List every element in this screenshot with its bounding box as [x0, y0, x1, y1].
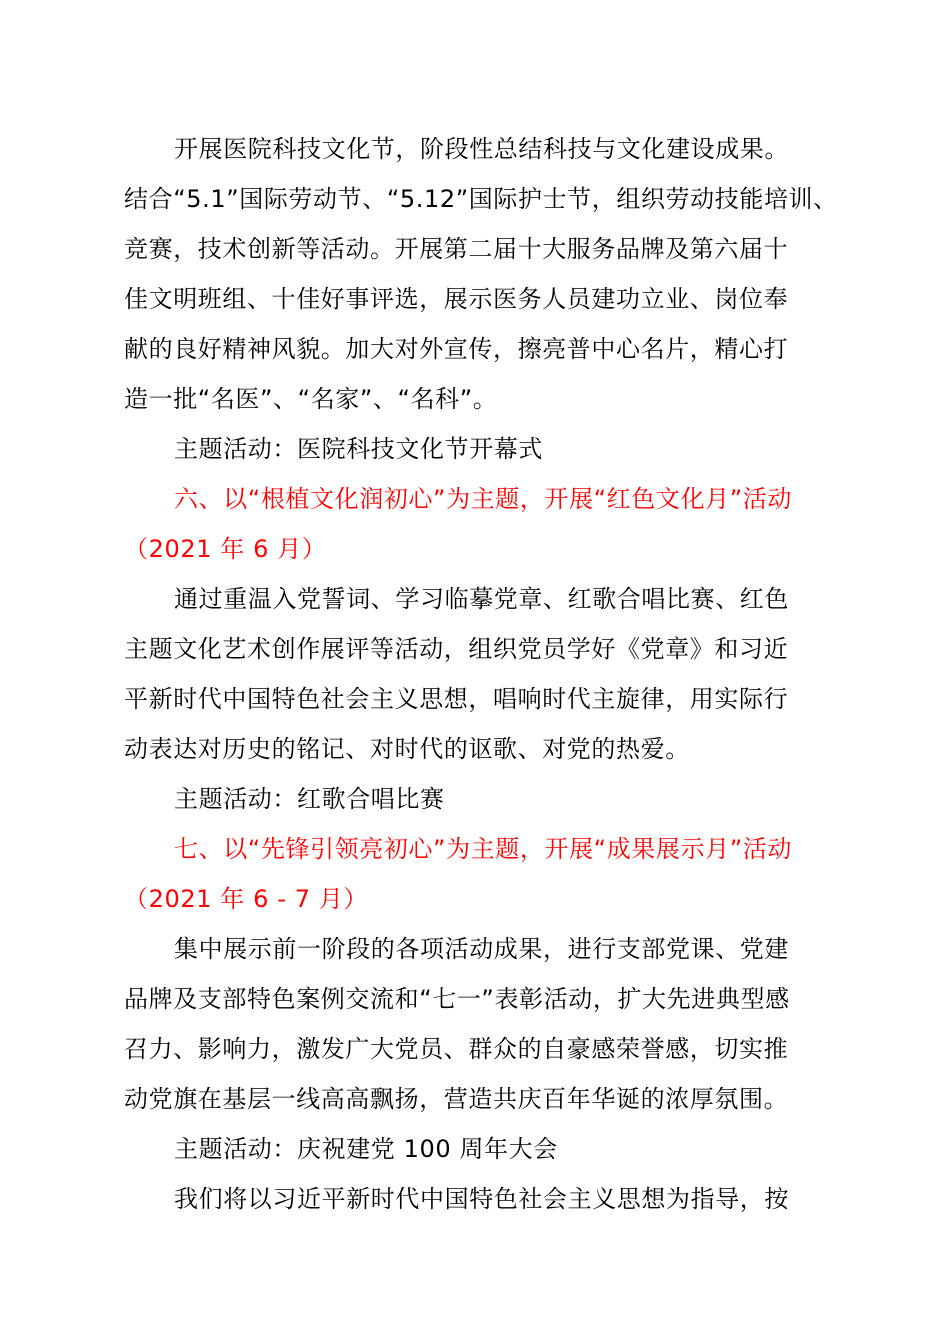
section-5-paragraph-line-6: 造一批“名医”、“名家”、“名科”。: [124, 385, 498, 413]
section-6-paragraph-line-4: 动表达对历史的铭记、对时代的讴歌、对党的热爱。: [124, 735, 690, 763]
section-5-paragraph-line-4: 佳文明班组、十佳好事评选，展示医务人员建功立业、岗位奉: [124, 285, 789, 313]
section-7-paragraph-line-3: 召力、影响力，激发广大党员、群众的自豪感荣誉感，切实推: [124, 1035, 789, 1063]
section-6-theme-activity: 主题活动：红歌合唱比赛: [174, 785, 445, 813]
section-7-paragraph-line-2: 品牌及支部特色案例交流和“七一”表彰活动，扩大先进典型感: [124, 985, 790, 1013]
section-5-paragraph-line-3: 竞赛，技术创新等活动。开展第二届十大服务品牌及第六届十: [124, 235, 789, 263]
section-7-heading: 七、以“先锋引领亮初心”为主题，开展“成果展示月”活动: [174, 835, 792, 863]
closing-paragraph-line-1: 我们将以习近平新时代中国特色社会主义思想为指导，按: [174, 1185, 789, 1213]
section-6-paragraph-line-1: 通过重温入党誓词、学习临摹党章、红歌合唱比赛、红色: [174, 585, 789, 613]
section-7-theme-activity: 主题活动：庆祝建党 100 周年大会: [174, 1135, 558, 1163]
section-6-paragraph-line-3: 平新时代中国特色社会主义思想，唱响时代主旋律，用实际行: [124, 685, 789, 713]
section-7-heading-date: （2021 年 6 - 7 月）: [124, 885, 369, 913]
section-5-paragraph-line-2: 结合“5.1”国际劳动节、“5.12”国际护士节，组织劳动技能培训、: [124, 185, 838, 213]
section-5-theme-activity: 主题活动：医院科技文化节开幕式: [174, 435, 543, 463]
section-6-heading: 六、以“根植文化润初心”为主题，开展“红色文化月”活动: [174, 485, 792, 513]
section-5-paragraph-line-5: 献的良好精神风貌。加大对外宣传，擦亮普中心名片，精心打: [124, 335, 789, 363]
section-7-paragraph-line-1: 集中展示前一阶段的各项活动成果，进行支部党课、党建: [174, 935, 789, 963]
section-6-paragraph-line-2: 主题文化艺术创作展评等活动，组织党员学好《党章》和习近: [124, 635, 789, 663]
section-7-paragraph-line-4: 动党旗在基层一线高高飘扬，营造共庆百年华诞的浓厚氛围。: [124, 1085, 789, 1113]
section-5-paragraph-line-1: 开展医院科技文化节，阶段性总结科技与文化建设成果。: [174, 135, 789, 163]
section-6-heading-date: （2021 年 6 月）: [124, 535, 327, 563]
